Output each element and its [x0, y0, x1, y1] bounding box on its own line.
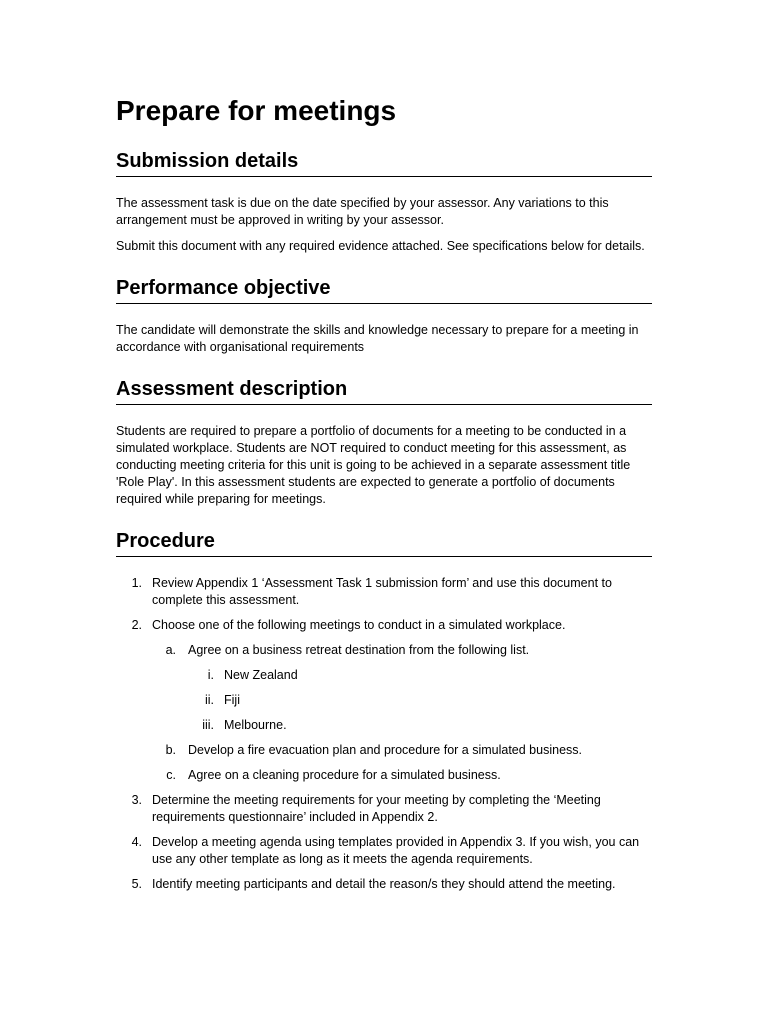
list-number: 5. — [131, 877, 142, 891]
list-item — [116, 876, 652, 893]
procedure-section — [116, 528, 652, 893]
list-item — [116, 767, 652, 784]
page-title: Prepare for meetings — [116, 95, 397, 126]
assessment-description-heading: Assessment description — [116, 376, 652, 405]
assessment-description-paragraph: Students are required to prepare a portfolio of documents for a meeting to be conducted in a simulated workplace. Students are NOT required to conduct meeting for this assessment, as conducting meeting criteria for this unit is going to be achieved in a separate assessment title 'Role Play'. In this assessment students are expected to generate a portfolio of documents required while preparing for meetings. — [116, 424, 631, 506]
procedure-list — [116, 575, 652, 893]
submission-paragraph-2: Submit this document with any required evidence attached. See specifications below for details. — [116, 239, 645, 253]
list-item — [116, 642, 652, 659]
list-text: Melbourne. — [224, 718, 287, 732]
list-text: Agree on a business retreat destination from the following list. — [188, 643, 530, 657]
list-item — [116, 834, 652, 868]
list-number: a. — [165, 643, 176, 657]
list-number: c. — [166, 768, 176, 782]
performance-objective-heading: Performance objective — [116, 275, 652, 304]
list-item — [116, 742, 652, 759]
procedure-heading: Procedure — [116, 528, 652, 557]
list-number: 2. — [131, 618, 142, 632]
list-item — [116, 792, 652, 826]
list-text: New Zealand — [224, 668, 298, 682]
list-text: Review Appendix 1 ‘Assessment Task 1 submission form’ and use this document to complete this assessment. — [152, 576, 612, 607]
list-item — [116, 617, 652, 634]
list-text: Choose one of the following meetings to conduct in a simulated workplace. — [152, 618, 566, 632]
list-text: Develop a fire evacuation plan and procedure for a simulated business. — [188, 743, 582, 757]
list-text: Determine the meeting requirements for your meeting by completing the ‘Meeting requirements questionnaire’ included in Appendix 2. — [152, 793, 601, 824]
submission-details-section — [116, 148, 652, 255]
list-number: iii. — [202, 718, 214, 732]
list-number: 1. — [131, 576, 142, 590]
list-item — [116, 667, 652, 684]
list-number: 3. — [131, 793, 142, 807]
list-number: ii. — [204, 693, 214, 707]
list-number: 4. — [131, 835, 142, 849]
list-text: Identify meeting participants and detail the reason/s they should attend the meeting. — [152, 877, 616, 891]
assessment-description-section — [116, 376, 652, 508]
list-number: b. — [165, 743, 176, 757]
performance-objective-paragraph: The candidate will demonstrate the skills and knowledge necessary to prepare for a meeting in accordance with organisational requirements — [116, 323, 639, 354]
list-item — [116, 692, 652, 709]
submission-details-heading: Submission details — [116, 148, 652, 177]
list-text: Fiji — [224, 693, 240, 707]
list-number: i. — [207, 668, 214, 682]
list-item — [116, 575, 652, 609]
list-item — [116, 717, 652, 734]
list-text: Agree on a cleaning procedure for a simulated business. — [188, 768, 501, 782]
document-page — [116, 92, 652, 901]
submission-paragraph-1: The assessment task is due on the date specified by your assessor. Any variations to this arrangement must be approved in writing by your assessor. — [116, 196, 609, 227]
list-text: Develop a meeting agenda using templates provided in Appendix 3. If you wish, you can use any other template as long as it meets the agenda requirements. — [152, 835, 640, 866]
performance-objective-section — [116, 275, 652, 356]
